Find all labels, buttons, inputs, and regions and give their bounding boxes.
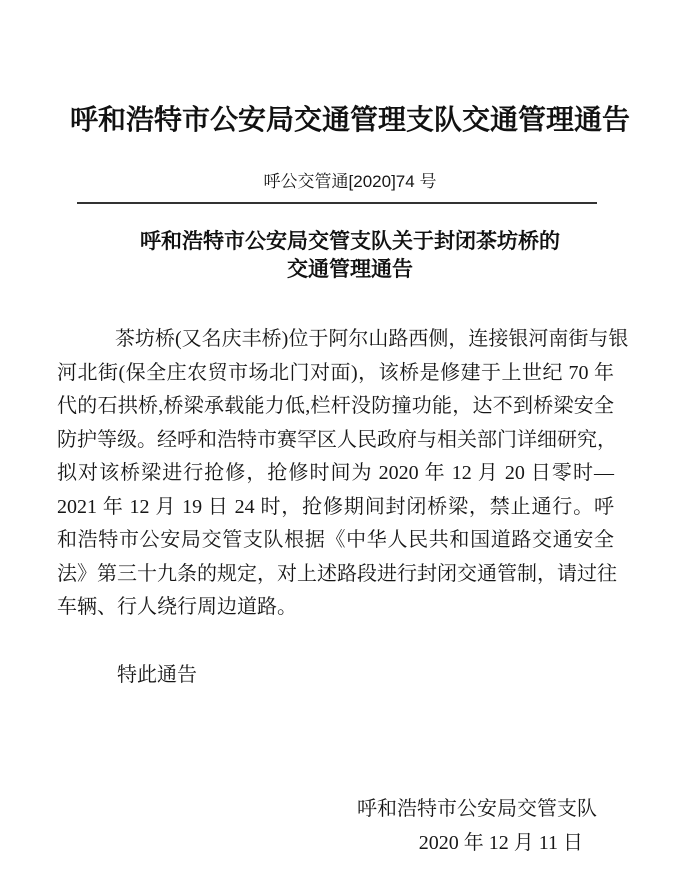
notice-subtitle	[0, 227, 700, 283]
document-number: 呼公交管通[2020]74 号	[263, 172, 437, 191]
body-line: 防护等级。经呼和浩特市赛罕区人民政府与相关部门详细研究，	[57, 428, 617, 451]
issuing-authority-signature: 呼和浩特市公安局交管支队	[357, 798, 597, 820]
body-line: 法》第三十九条的规定，对上述路段进行封闭交通管制，请过往	[57, 562, 617, 585]
notice-body-paragraph	[0, 323, 700, 625]
body-line: 代的石拱桥,桥梁承载能力低,栏杆没防撞功能，达不到桥梁安全	[57, 395, 614, 417]
body-line: 茶坊桥(又名庆丰桥)位于阿尔山路西侧，连接银河南街与银	[115, 328, 629, 350]
body-line: 2021 年 12 月 19 日 24 时，抢修期间封闭桥梁，禁止通行。呼	[57, 495, 614, 518]
closing-statement: 特此通告	[117, 663, 197, 686]
issue-date: 2020 年 12 月 11 日	[418, 831, 583, 854]
document-title: 呼和浩特市公安局交通管理支队交通管理通告	[69, 104, 630, 135]
body-line: 车辆、行人绕行周边道路。	[57, 596, 297, 618]
body-line: 河北街(保全庄农贸市场北门对面)，该桥是修建于上世纪 70 年	[57, 361, 614, 384]
notice-subtitle-line2: 交通管理通告	[287, 257, 413, 281]
notice-subtitle-line1: 呼和浩特市公安局交管支队关于封闭茶坊桥的	[140, 229, 560, 253]
body-line: 拟对该桥梁进行抢修，抢修时间为 2020 年 12 月 20 日零时—	[57, 462, 614, 484]
body-line: 和浩特市公安局交管支队根据《中华人民共和国道路交通安全	[57, 529, 614, 551]
header-divider-line	[77, 202, 597, 204]
